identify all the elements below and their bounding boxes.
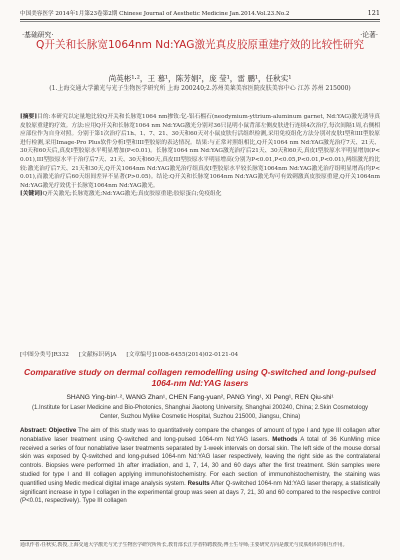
results-text: After Q-switched 1064-nm Nd:YAG laser therapy, a statistically significant increase in type I collagen in the experimental group was seen at days 7, 21, 30 and 60 compared to the respective control (P<0.01, respectively). Type III collagen [20,479,380,505]
article-title-english: Comparative study on dermal collagen remodelling using Q-switched and long-pulsed 1064-nm Nd:YAG lasers [24,367,376,388]
footnote: 通讯作者:任秋实,教授,上海交通大学激光与光子生物医学研究所所长,教育部长江学者特聘教授;博士生导师;主要研究方向是激光与皮肤组织的相互作用。 [20,542,348,548]
authors-english: SHANG Ying-bin¹·², WANG Zhan¹, CHEN Fang-yuan², PANG Ying¹, XI Peng¹, REN Qiu-shi¹ [66,394,334,401]
abstract-english [20,427,380,540]
objective-label: Objective [48,427,77,434]
methods-text: A total of 36 KunMing mice received a series of four nonablative laser treatments separated by 1-week intervals on dorsal skin. The left side of the mouse dorsal skin was exposed by Q-switched and long-pulsed 1064-nm Nd:YAG laser respectively, leaving the right side as the contralateral controls. Biopsies were performed 1h after irradiation, and 1, 7, 14, 30 and 60 days after the first treatment. Skin samples were studied for type I and III collagen applying immunohistochemistry. For each section of immunohistochemistry, the staining was quantified using Medic medical digital image analysis system. [20,435,380,487]
article-number: [文章编号]1008-6455(2014)02-0121-04 [126,352,239,358]
keywords-chinese: Q开关激光;长脉宽激光;Nd:YAG激光;真皮胶原重建;胶原蛋白;免疫组化 [42,191,222,198]
clc-number: [中图分类号]R332 [20,352,69,358]
article-title-chinese: Q开关和长脉宽1064nm Nd:YAG激光真皮胶原重建疗效的比较性研究 [36,39,364,51]
affiliation-english: (1.Institute for Laser Medicine and Bio-Photonics, Shanghai Jiaotong University, Shanghai 200240, China; 2.Skin Cosmetology Center, Suzhou Mylike Cosmetic Hospital, Suzhou 215000, Jiangsu, China) [31,405,369,420]
section-label-right: ·论著· [360,31,378,39]
abstract-chinese-text: 目的:本研究以定量地比较Q开关和长脉宽1064 nm掺钕:钇-铝石榴石(neodymium-yttrium-aluminum garnet, Nd:YAG)激光诱导真皮胶原重建的疗效。方法:应用Q开关和长脉宽1064 nm Nd:YAG激光分别对36只昆明小鼠背部左侧皮肤进行连续4次治疗,每次间隔1周,右侧相应部位作为自身对照。分别于第1次治疗后1h、1、7、21、30天和60天对小鼠皮肤行活组织检测,采用免疫组化方法分别对皮肤I型和III型胶原进行检测,采用Image-Pro Plus软件分析I型和III型胶原的表达情况。结果:与正常对照组相比,Q开关1064 nm Nd:YAG激光治疗7天、21天、30天和60天后,真皮I型胶原水平明显增加(P<0.01)。长脉宽1064 nm Nd:YAG激光治疗后21天、30天和60天,真皮I型胶原水平明显增加(P<0.01),III型胶原水平于治疗后7天、21天、30天和60天,真皮III型胶原水平明显增高(分别为P<0.01,P<0.05,P<0.01,P<0.01),两组激光的比较:激光治疗后7天、21天和30天,Q开关1064nm Nd:YAG激光治疗组真皮I型胶原水平较长脉宽1064nm Nd:YAG激光治疗组明显增高(均P<0.01),而激光治疗后60天组间差异不显著(P>0.05)。结论:Q开关和长脉宽1064nm Nd:YAG激光均可有效刺激真皮胶原重建,Q开关1064nm Nd:YAG激光疗效优于长脉宽1064nm Nd:YAG激光。 [20,114,380,189]
methods-label: Methods [272,435,298,443]
objective-text: The aim of this study was to quantitatively compare the changes of amount of type I and type III collagen after nonablative laser treatment using Q-switched and long-pulsed 1064-nm Nd:YAG lasers. [20,427,380,443]
header-rule [20,21,380,22]
abstract-english-label: Abstract: [20,427,47,434]
abstract-chinese-label: [摘要] [20,114,38,120]
affiliation-chinese: (1.上海交通大学激光与光子生物医学研究所 上海 200240;2.苏州美莱美容医院皮肤美容中心 江苏 苏州 215000) [49,85,351,92]
document-code: [文献标识码]A [78,352,117,358]
footnote-rule [20,540,80,541]
abstract-chinese [20,113,380,361]
keywords-chinese-label: [关键词] [20,191,43,198]
classification-line [20,349,380,358]
results-label: Results [187,479,210,487]
section-label-left: ·基础研究· [22,31,54,39]
running-header [20,6,380,20]
authors-chinese: 尚英彬¹·²，王 慕¹，陈芳娟²，庞 莹¹，雷 鹏¹，任秋实¹ [108,74,292,83]
page-number: 121 [367,8,380,17]
running-header-text: 中国美容医学 2014年1月第23卷第2期 Chinese Journal of Aesthetic Medicine Jan.2014.Vol.23.No.2 [20,10,290,17]
